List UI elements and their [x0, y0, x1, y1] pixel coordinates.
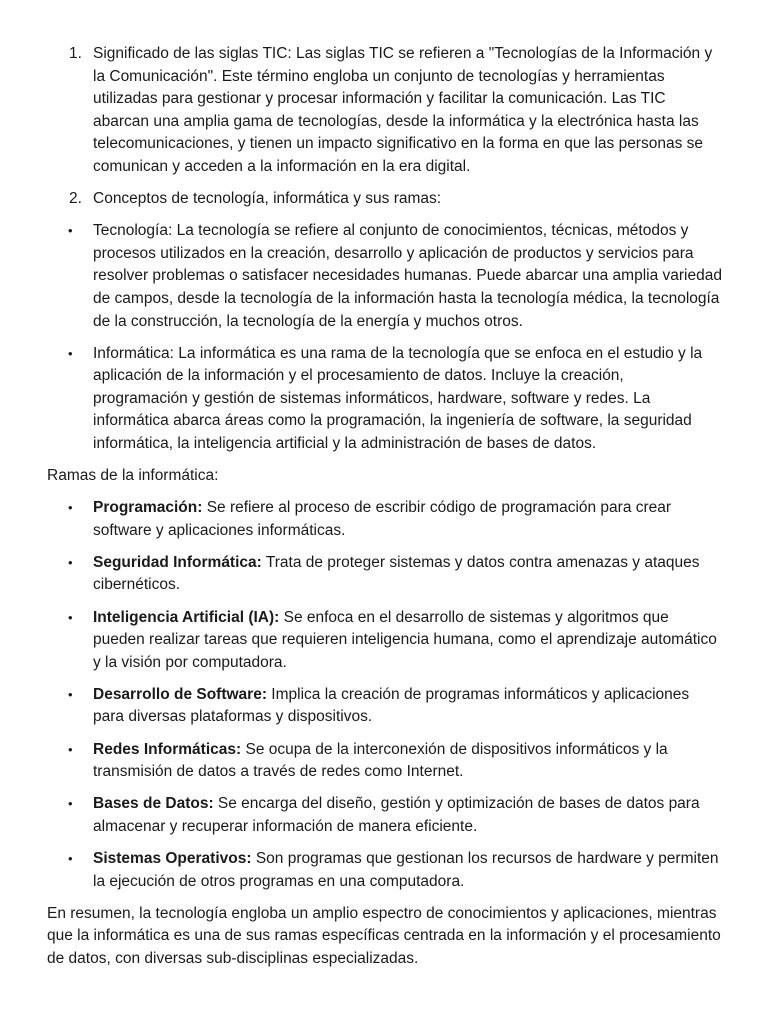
branch-term: Bases de Datos:: [93, 795, 214, 813]
branches-heading: Ramas de la informática:: [47, 467, 219, 485]
bullet-icon: •: [68, 554, 73, 570]
bullet-icon: •: [68, 500, 73, 516]
branch-term: Programación:: [93, 499, 203, 517]
bullet-icon: •: [68, 686, 73, 702]
branch-item-bases-datos: [47, 793, 722, 838]
bullet-icon: •: [68, 741, 73, 757]
branch-term: Seguridad Informática:: [93, 553, 262, 571]
branch-description: Implica la creación de programas informáticos y aplicaciones para diversas plataformas y dispositivos.: [93, 685, 690, 726]
branch-term: Redes Informáticas:: [93, 740, 242, 758]
bullet-icon: •: [68, 850, 73, 866]
branch-item-ia: [47, 607, 722, 675]
bullet-icon: •: [68, 223, 73, 239]
branch-term: Desarrollo de Software:: [93, 685, 267, 703]
branch-item-programacion: [47, 497, 722, 542]
branch-item-sistemas-operativos: [47, 848, 722, 893]
item-text: Tecnología: La tecnología se refiere al conjunto de conocimientos, técnicas, métodos y procesos utilizados en la creación, desarrollo y aplicación de productos y servicios para resolver problemas o satisfacer necesidades humanas. Puede abarcar una amplia variedad de campos, desde la tecnología de la información hasta la tecnología médica, la tecnología de la construcción, la tecnología de la energía y muchos otros.: [93, 222, 722, 330]
branch-description: Son programas que gestionan los recursos de hardware y permiten la ejecución de otros programas en una computadora.: [93, 849, 719, 890]
branch-description: Trata de proteger sistemas y datos contra amenazas y ataques cibernéticos.: [93, 553, 700, 594]
branch-description: Se refiere al proceso de escribir código de programación para crear software y aplicaciones informáticas.: [93, 499, 672, 539]
branch-term: Sistemas Operativos:: [93, 849, 252, 867]
branch-description: Se enfoca en el desarrollo de sistemas y algoritmos que pueden realizar tareas que requieren inteligencia humana, como el aprendizaje automático y la visión por computadora.: [93, 608, 717, 671]
branch-description: Se encarga del diseño, gestión y optimización de bases de datos para almacenar y recuperar información de manera eficiente.: [93, 795, 700, 835]
bullet-icon: •: [68, 796, 73, 812]
branch-description: Se ocupa de la interconexión de dispositivos informáticos y la transmisión de datos a través de redes como Internet.: [93, 740, 668, 781]
list-number: 1.: [69, 45, 82, 62]
bullet-icon: •: [68, 345, 73, 361]
bullet-icon: •: [68, 609, 73, 625]
bullet-item-informatica: [47, 343, 722, 456]
summary-paragraph: En resumen, la tecnología engloba un amplio espectro de conocimientos y aplicaciones, mientras que la informática es una de sus ramas específicas centrada en la información y el procesamiento de datos, con diversas sub-disciplinas especializadas.: [47, 904, 721, 967]
item-text: Conceptos de tecnología, informática y sus ramas:: [93, 190, 442, 208]
item-text: Significado de las siglas TIC: Las siglas TIC se refieren a "Tecnologías de la Información y la Comunicación". Este término engloba un conjunto de tecnologías y herramientas utilizadas para gestionar y procesar información y facilitar la comunicación. Las TIC abarcan una amplia gama de tecnologías, desde la informática y la electrónica hasta las telecomunicaciones, y tienen un impacto significativo en la forma en que las personas se comunican y acceden a la información en la era digital.: [93, 45, 713, 175]
branch-item-desarrollo: [47, 684, 722, 729]
branch-item-redes: [47, 739, 722, 784]
bullet-item-tecnologia: [47, 220, 722, 333]
numbered-item-conceptos: [47, 188, 722, 211]
list-number: 2.: [69, 190, 82, 208]
branch-term: Inteligencia Artificial (IA):: [93, 608, 280, 626]
numbered-item-tic: [47, 43, 722, 179]
item-text: Informática: La informática es una rama de la tecnología que se enfoca en el estudio y la aplicación de la información y el procesamiento de datos. Incluye la creación, programación y gestión de sistemas informáticos, hardware, software y redes. La informática abarca áreas como la programación, la ingeniería de software, la seguridad informática, la inteligencia artificial y la administración de bases de datos.: [93, 344, 703, 452]
branch-item-seguridad: [47, 552, 722, 597]
